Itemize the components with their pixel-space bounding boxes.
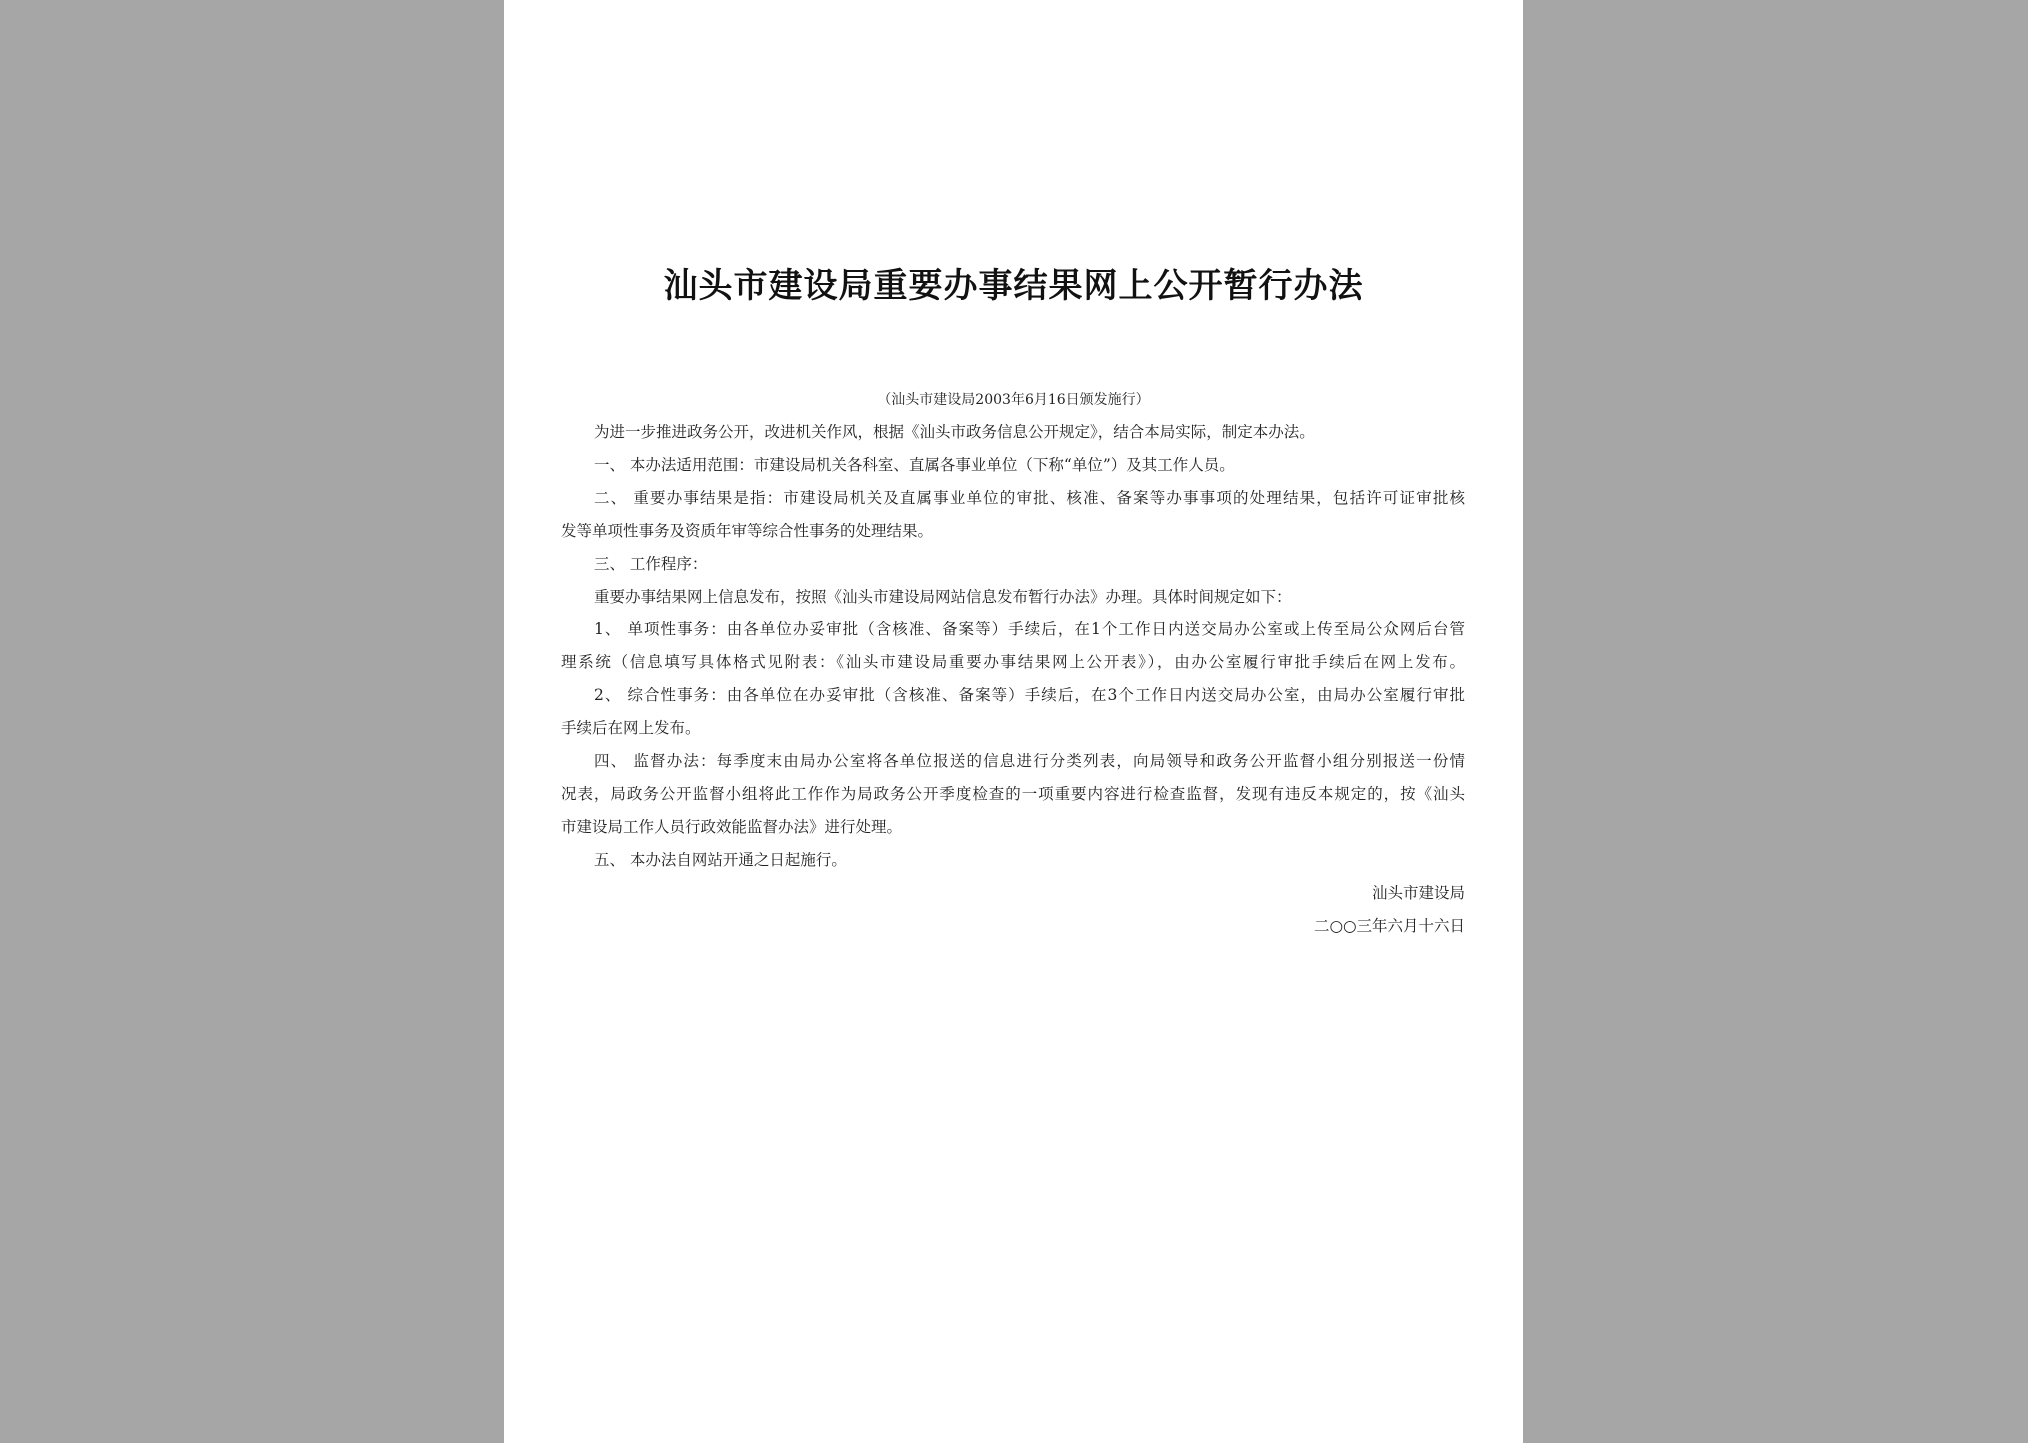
document-title: 汕头市建设局重要办事结果网上公开暂行办法 — [663, 266, 1364, 306]
document-page — [504, 0, 1523, 1443]
clause-5: 五、 本办法自网站开通之日起施行。 — [594, 851, 847, 869]
clause-4-line-3: 市建设局工作人员行政效能监督办法》进行处理。 — [561, 818, 903, 836]
clause-4-line-1: 四、 监督办法：每季度末由局办公室将各单位报送的信息进行分类列表，向局领导和政务公开监督小组分别报送一份情 — [594, 752, 1465, 770]
intro-paragraph: 为进一步推进政务公开，改进机关作风，根据《汕头市政务信息公开规定》，结合本局实际，制定本办法。 — [594, 423, 1315, 441]
item-1-line-1: 1、 单项性事务：由各单位办妥审批（含核准、备案等）手续后，在1个工作日内送交局办公室或上传至局公众网后台管 — [594, 620, 1465, 638]
item-2-line-1: 2、 综合性事务：由各单位在办妥审批（含核准、备案等）手续后，在3个工作日内送交局办公室，由局办公室履行审批 — [594, 686, 1465, 704]
clause-1: 一、 本办法适用范围：市建设局机关各科室、直属各事业单位（下称“单位”）及其工作人员。 — [594, 456, 1235, 474]
item-2-line-2: 手续后在网上发布。 — [561, 719, 701, 737]
clause-3: 三、 工作程序： — [594, 555, 708, 573]
clause-2-line-1: 二、 重要办事结果是指：市建设局机关及直属事业单位的审批、核准、备案等办事事项的处理结果，包括许可证审批核 — [594, 489, 1465, 507]
clause-2-line-2: 发等单项性事务及资质年审等综合性事务的处理结果。 — [561, 522, 934, 540]
issued-note: （汕头市建设局2003年6月16日颁发施行） — [877, 392, 1150, 408]
clause-3-intro: 重要办事结果网上信息发布，按照《汕头市建设局网站信息发布暂行办法》办理。具体时间规定如下： — [594, 588, 1292, 606]
document-date: 二○○三年六月十六日 — [1313, 917, 1465, 935]
signature: 汕头市建设局 — [1371, 884, 1465, 902]
clause-4-line-2: 况表，局政务公开监督小组将此工作作为局政务公开季度检查的一项重要内容进行检查监督，发现有违反本规定的，按《汕头 — [561, 785, 1465, 803]
item-1-line-2: 理系统（信息填写具体格式见附表：《汕头市建设局重要办事结果网上公开表》），由办公室履行审批手续后在网上发布。 — [561, 653, 1465, 671]
